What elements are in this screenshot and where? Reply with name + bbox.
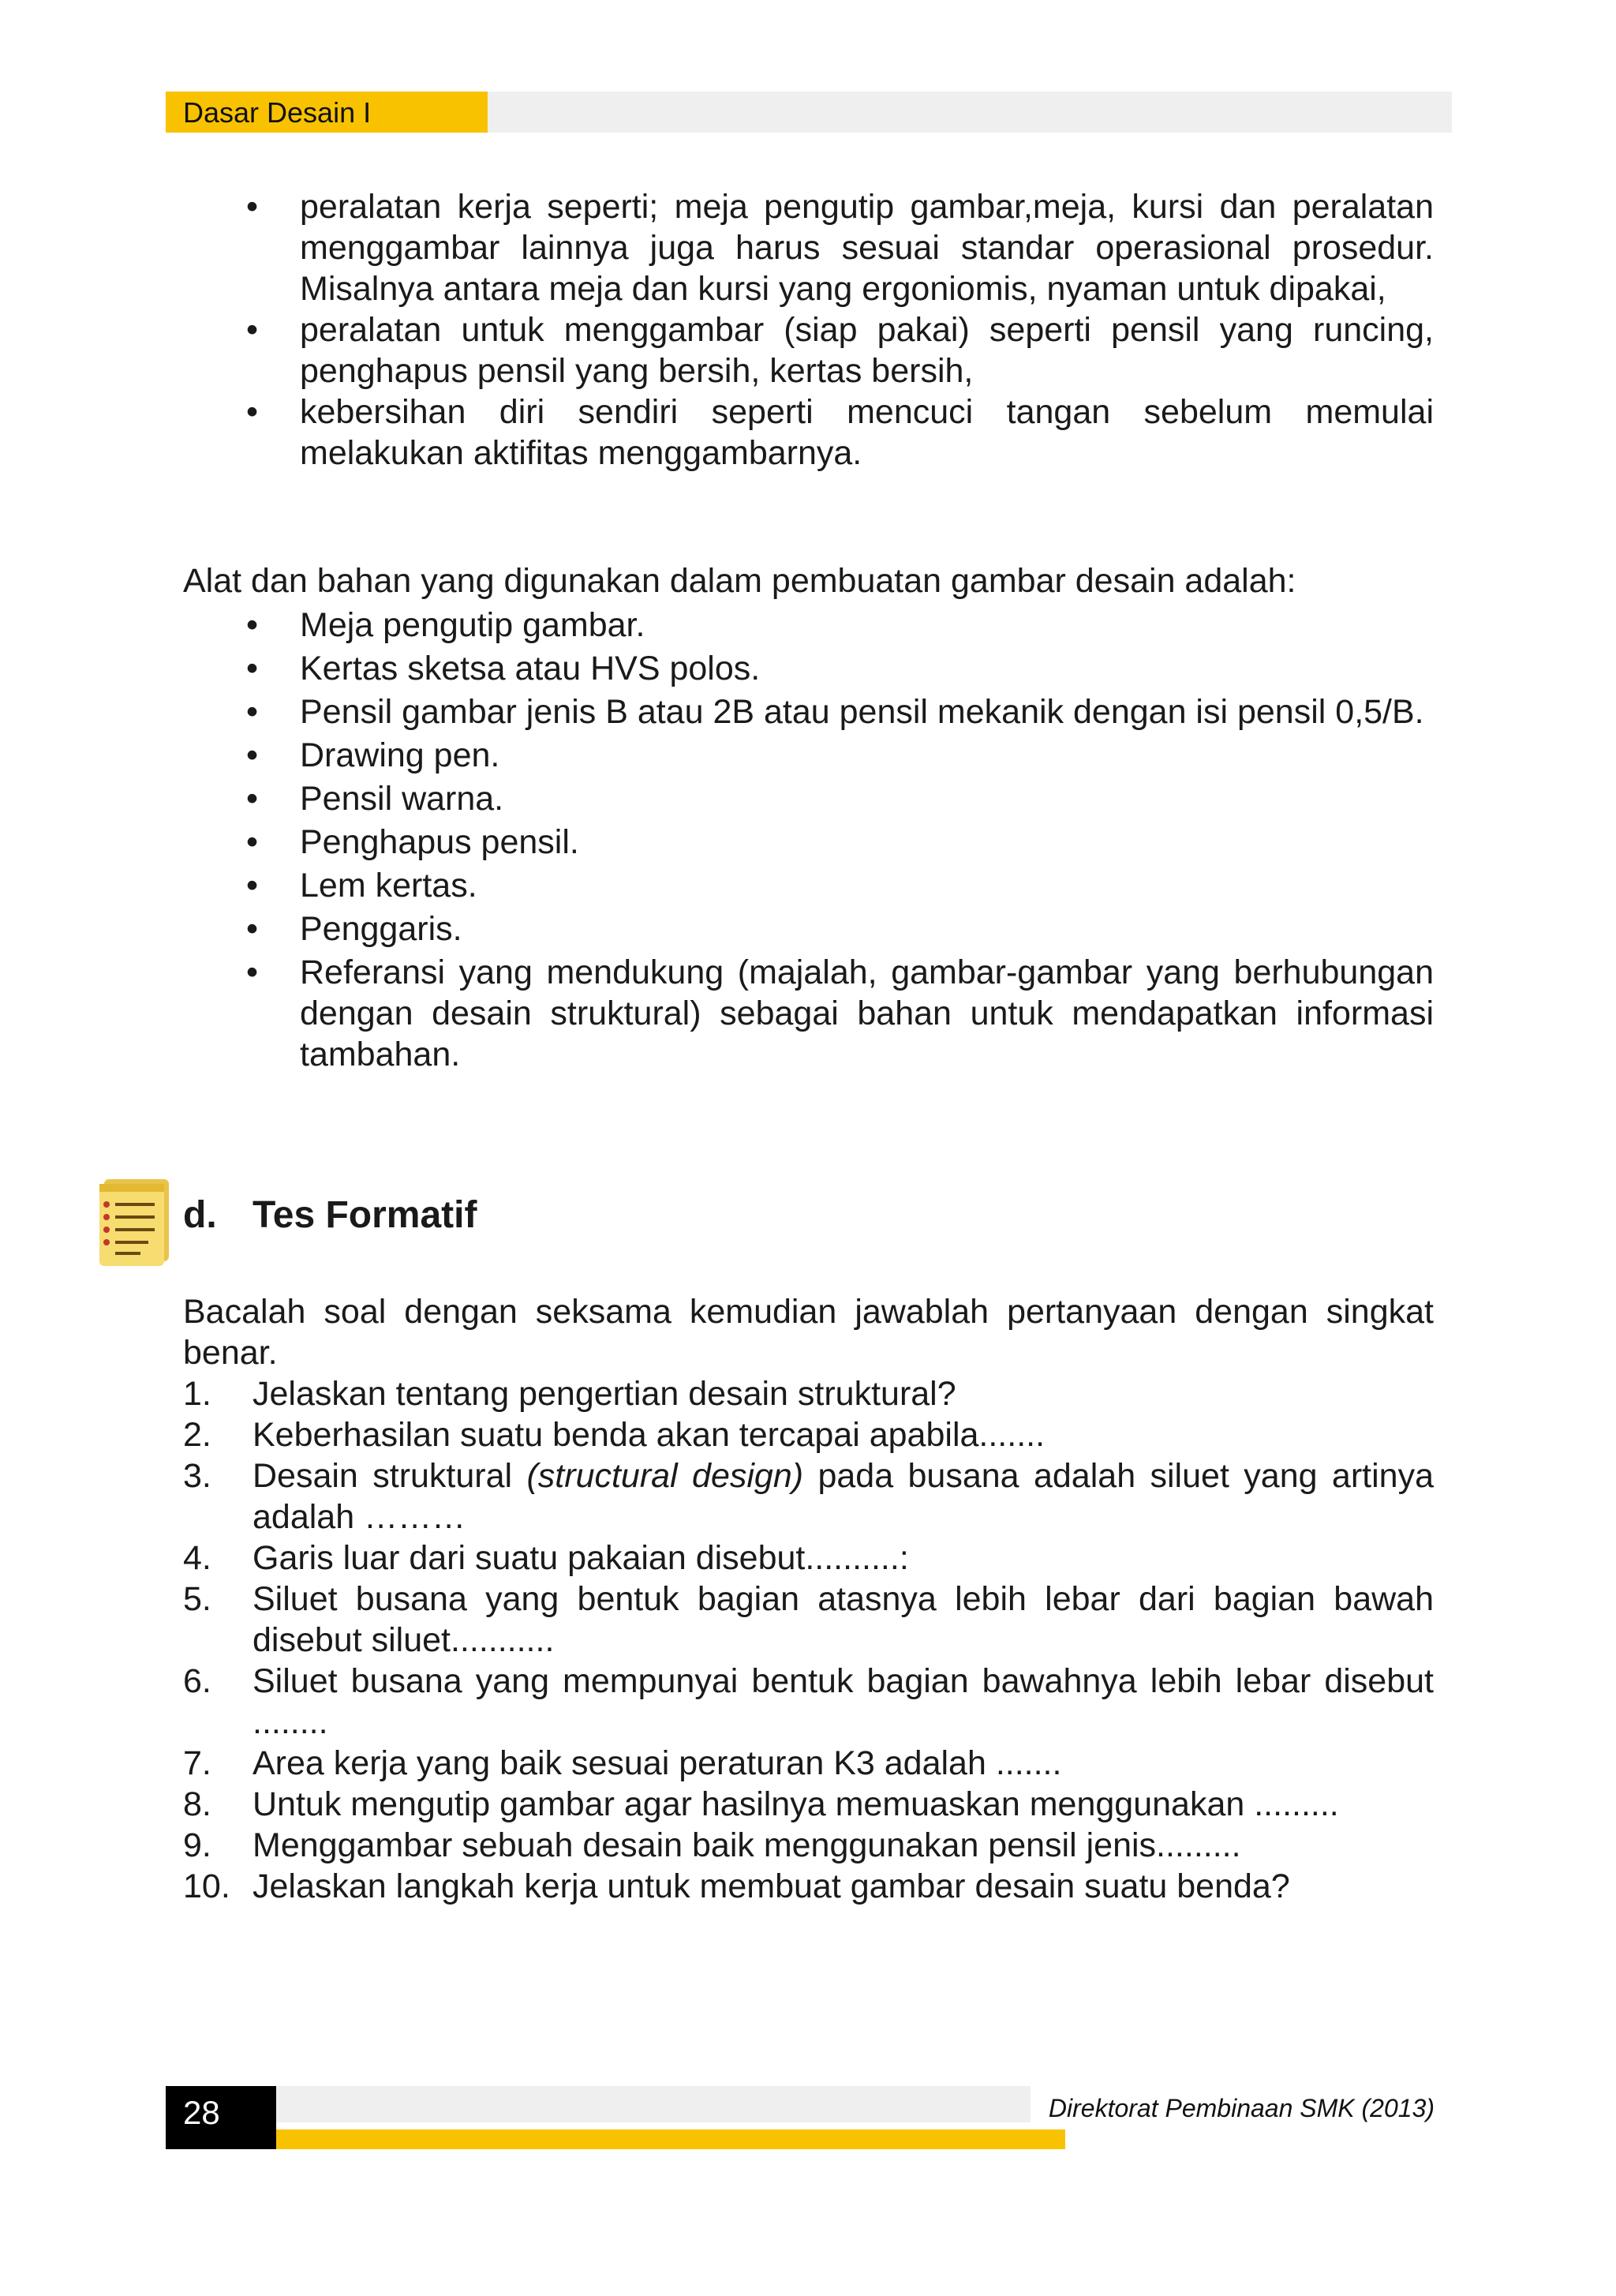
footer-credit: Direktorat Pembinaan SMK (2013) [1048, 2094, 1435, 2122]
section-title: Tes Formatif [252, 1194, 477, 1236]
question-number: 5. [183, 1580, 211, 1618]
question-number: 7. [183, 1744, 211, 1782]
question-text: Garis luar dari suatu pakaian disebut..........: [252, 1539, 909, 1577]
footer-grey-bar [276, 2086, 1031, 2122]
question-number: 10. [183, 1867, 230, 1905]
tools-section [183, 560, 1434, 1075]
question-text-pre: Desain struktural [252, 1457, 527, 1495]
question-text: Keberhasilan suatu benda akan tercapai apabila....... [252, 1416, 1046, 1454]
tools-intro: Alat dan bahan yang digunakan dalam pembuatan gambar desain adalah: [183, 562, 1296, 600]
question-text: Menggambar sebuah desain baik menggunakan pensil jenis......... [252, 1826, 1241, 1864]
page-number-box [166, 2086, 276, 2149]
question-number: 4. [183, 1539, 211, 1577]
section-letter: d. [183, 1194, 217, 1236]
question-item [183, 1784, 1434, 1825]
safety-bullets-section [183, 186, 1434, 474]
safety-bullet-list [183, 186, 1434, 474]
list-item: • Drawing pen. [183, 735, 1434, 776]
question-list [183, 1373, 1434, 1907]
question-number: 1. [183, 1375, 211, 1413]
list-item: • kebersihan diri sendiri seperti mencuci tangan sebelum memulai melakukan aktifitas menggambarnya. [183, 391, 1434, 474]
header-title: Dasar Desain I [183, 96, 372, 129]
header-grey-bar [488, 92, 1452, 133]
question-text: Jelaskan tentang pengertian desain struktural? [252, 1375, 956, 1413]
section-heading [183, 1193, 477, 1238]
question-text: Siluet busana yang bentuk bagian atasnya lebih lebar dari bagian bawah disebut siluet........... [252, 1580, 1434, 1659]
list-item: • Pensil gambar jenis B atau 2B atau pensil mekanik dengan isi pensil 0,5/B. [183, 691, 1434, 732]
page-header [166, 92, 1452, 133]
list-item: • Meja pengutip gambar. [183, 605, 1434, 646]
question-item [183, 1414, 1434, 1455]
question-text: Jelaskan langkah kerja untuk membuat gambar desain suatu benda? [252, 1867, 1290, 1905]
question-text: Area kerja yang baik sesuai peraturan K3 adalah ....... [252, 1744, 1062, 1782]
question-item [183, 1579, 1434, 1661]
list-item: • Penghapus pensil. [183, 822, 1434, 863]
question-number: 9. [183, 1826, 211, 1864]
list-item: • Lem kertas. [183, 865, 1434, 906]
question-item [183, 1373, 1434, 1414]
question-number: 2. [183, 1416, 211, 1454]
question-item [183, 1538, 1434, 1579]
list-item: • Kertas sketsa atau HVS polos. [183, 648, 1434, 689]
question-number: 6. [183, 1662, 211, 1700]
list-item: • Pensil warna. [183, 778, 1434, 819]
list-item: • Penggaris. [183, 908, 1434, 949]
page-number: 28 [183, 2094, 220, 2131]
instruction-text: Bacalah soal dengan seksama kemudian jawablah pertanyaan dengan singkat benar. [183, 1293, 1434, 1372]
question-item [183, 1866, 1434, 1907]
page-footer [166, 2086, 1452, 2149]
tools-bullet-list [183, 605, 1434, 1075]
list-item: • peralatan untuk menggambar (siap pakai) seperti pensil yang runcing, penghapus pensil yang bersih, kertas bersih, [183, 309, 1434, 391]
question-number: 3. [183, 1457, 211, 1495]
question-number: 8. [183, 1785, 211, 1823]
question-text: Siluet busana yang mempunyai bentuk bagian bawahnya lebih lebar disebut ........ [252, 1662, 1434, 1741]
question-item [183, 1743, 1434, 1784]
question-text-emphasis: (structural design) [526, 1457, 804, 1495]
list-item: • Referansi yang mendukung (majalah, gambar-gambar yang berhubungan dengan desain struktural) sebagai bahan untuk mendapatkan informasi tambahan. [183, 952, 1434, 1075]
notepad-icon [93, 1174, 175, 1269]
question-item [183, 1455, 1434, 1538]
formative-test-section [183, 1291, 1434, 1907]
question-text-post: pada busana adalah siluet yang artinya adalah ……… [252, 1457, 1434, 1536]
footer-accent-bar [276, 2129, 1065, 2149]
question-text: Untuk mengutip gambar agar hasilnya memuaskan menggunakan ......... [252, 1785, 1339, 1823]
question-item [183, 1825, 1434, 1866]
question-item [183, 1661, 1434, 1743]
list-item: • peralatan kerja seperti; meja pengutip gambar,meja, kursi dan peralatan menggambar lainnya juga harus sesuai standar operasional prosedur. Misalnya antara meja dan kursi yang ergoniomis, nyaman untuk dipakai, [183, 186, 1434, 309]
